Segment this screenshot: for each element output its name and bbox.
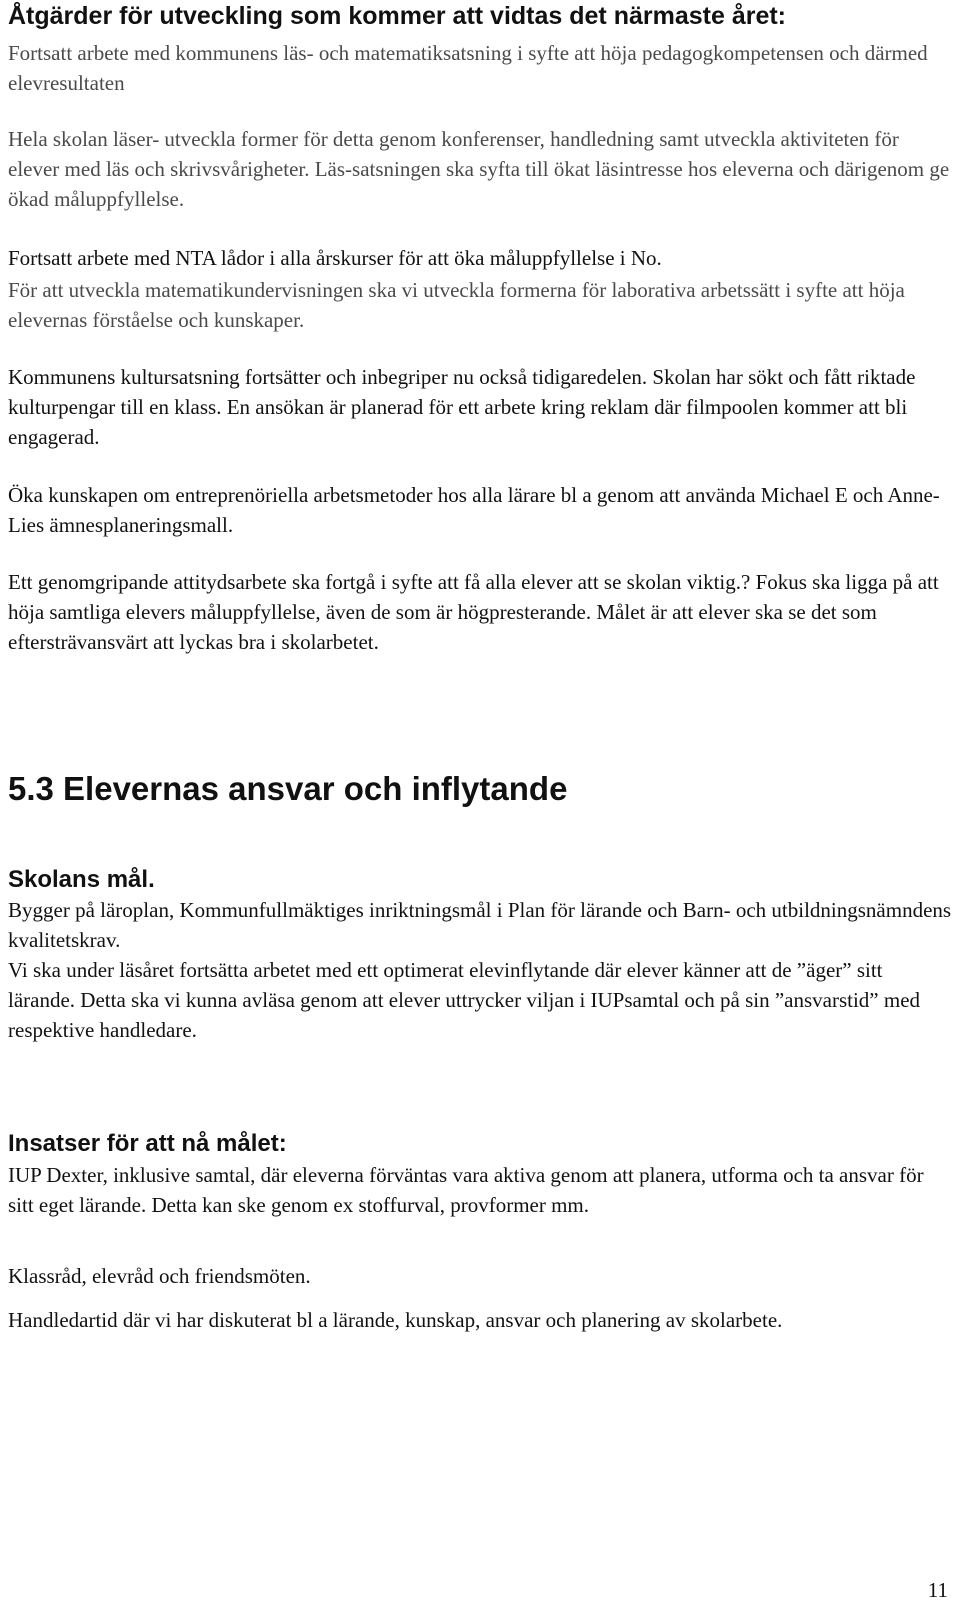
action-paragraph: Öka kunskapen om entreprenöriella arbetsmetoder hos alla lärare bl a genom att använda Michael E och Anne-Lies ämnesplaneringsmall. <box>8 483 940 537</box>
action-paragraph: För att utveckla matematikundervisningen ska vi utveckla formerna för laborativa arbetssätt i syfte att höja elevernas förståelse och kunskaper. <box>8 278 905 332</box>
action-paragraph: Hela skolan läser- utveckla former för detta genom konferenser, handledning samt utveckla aktiviteten för elever med läs och skrivsvårigheter. Läs-satsningen ska syfta till ökat läsintresse hos eleverna och därigenom ge ökad måluppfyllelse. <box>8 127 950 211</box>
action-paragraph: Fortsatt arbete med NTA lådor i alla årskurser för att öka måluppfyllelse i No. <box>8 246 662 270</box>
efforts-heading: Insatser för att nå målet: <box>8 1130 287 1157</box>
action-paragraph: Fortsatt arbete med kommunens läs- och matematiksatsning i syfte att höja pedagogkompetensen och därmed elevresultaten <box>8 41 928 95</box>
efforts-paragraph: IUP Dexter, inklusive samtal, där eleverna förväntas vara aktiva genom att planera, utforma och ta ansvar för sitt eget lärande. Detta kan ske genom ex stoffurval, provformer mm. <box>8 1163 924 1217</box>
efforts-paragraph: Klassråd, elevråd och friendsmöten. <box>8 1264 311 1288</box>
goals-paragraph: Vi ska under läsåret fortsätta arbetet med ett optimerat elevinflytande där elever känner att de ”äger” sitt lärande. Detta ska vi kunna avläsa genom att elever uttrycker viljan i IUPsamtal och på sin ”ansvarstid” med respektive handledare. <box>8 958 921 1042</box>
action-paragraph: Ett genomgripande attitydsarbete ska fortgå i syfte att få alla elever att se skolan viktig.? Fokus ska ligga på att höja samtliga elevers måluppfyllelse, även de som är högpresterande. Målet är att elever ska se det som eftersträvansvärt att lyckas bra i skolarbetet. <box>8 570 939 654</box>
chapter-heading: 5.3 Elevernas ansvar och inflytande <box>8 770 568 807</box>
action-paragraph: Kommunens kultursatsning fortsätter och inbegriper nu också tidigaredelen. Skolan har sökt och fått riktade kulturpengar till en klass. En ansökan är planerad för ett arbete kring reklam där filmpoolen kommer att bli engagerad. <box>8 365 916 449</box>
goals-paragraph: Bygger på läroplan, Kommunfullmäktiges inriktningsmål i Plan för lärande och Barn- och utbildningsnämndens kvalitetskrav. <box>8 898 952 952</box>
efforts-paragraph: Handledartid där vi har diskuterat bl a lärande, kunskap, ansvar och planering av skolarbete. <box>8 1308 783 1332</box>
page-number: 11 <box>927 1578 948 1602</box>
goals-heading: Skolans mål. <box>8 866 155 893</box>
section-title: Åtgärder för utveckling som kommer att vidtas det närmaste året: <box>8 2 787 30</box>
